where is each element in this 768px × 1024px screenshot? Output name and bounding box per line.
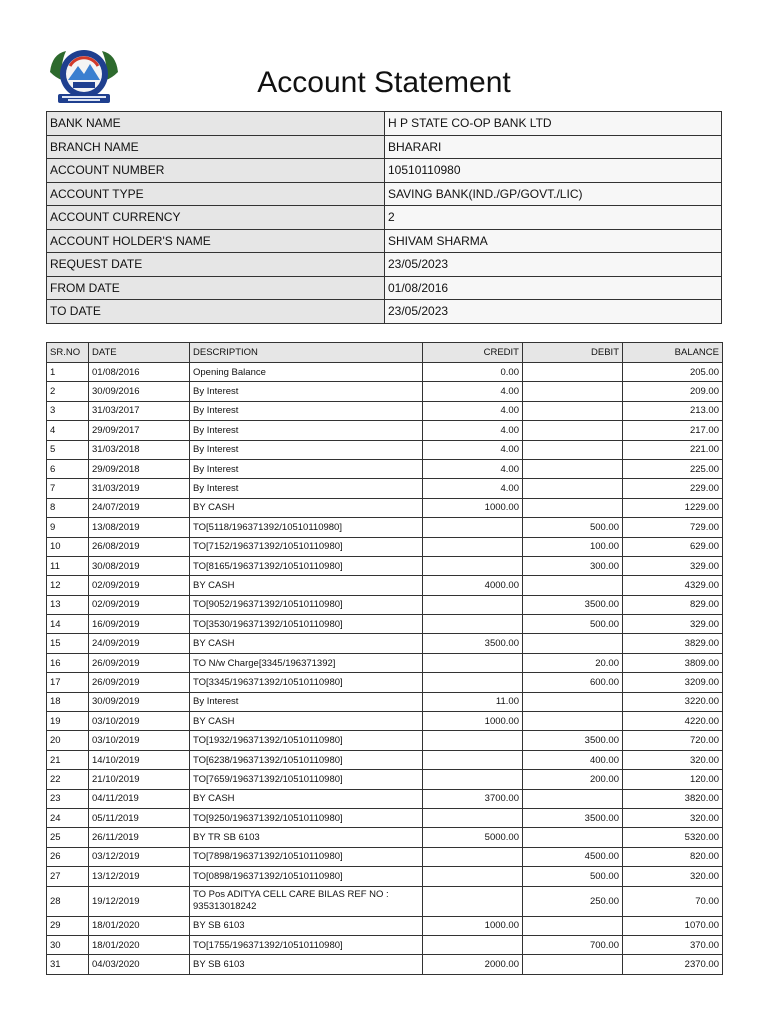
table-row — [47, 867, 723, 886]
column-header-date: DATE — [89, 343, 190, 363]
cell-sr-no: 12 — [47, 576, 89, 595]
cell-balance: 1229.00 — [623, 498, 723, 517]
account-info-row — [47, 135, 722, 159]
table-row — [47, 731, 723, 750]
cell-sr-no: 29 — [47, 916, 89, 935]
table-row — [47, 828, 723, 847]
table-row — [47, 401, 723, 420]
cell-credit — [423, 750, 523, 769]
cell-debit — [523, 712, 623, 731]
cell-debit — [523, 459, 623, 478]
table-header-row — [47, 343, 723, 363]
cell-credit — [423, 808, 523, 827]
cell-debit — [523, 363, 623, 382]
info-value: 23/05/2023 — [385, 300, 722, 324]
cell-description: TO N/w Charge[3345/196371392] — [190, 653, 423, 672]
account-info-row — [47, 229, 722, 253]
cell-debit — [523, 421, 623, 440]
cell-sr-no: 10 — [47, 537, 89, 556]
table-row — [47, 673, 723, 692]
cell-date: 13/12/2019 — [89, 867, 190, 886]
cell-credit — [423, 673, 523, 692]
cell-balance: 3820.00 — [623, 789, 723, 808]
cell-balance: 629.00 — [623, 537, 723, 556]
cell-description: By Interest — [190, 459, 423, 478]
cell-debit — [523, 916, 623, 935]
cell-credit: 0.00 — [423, 363, 523, 382]
table-row — [47, 886, 723, 916]
cell-debit — [523, 440, 623, 459]
account-info-row — [47, 182, 722, 206]
cell-description: BY CASH — [190, 576, 423, 595]
table-row — [47, 653, 723, 672]
cell-debit — [523, 498, 623, 517]
cell-sr-no: 30 — [47, 935, 89, 954]
cell-sr-no: 17 — [47, 673, 89, 692]
table-row — [47, 770, 723, 789]
column-header-credit: CREDIT — [423, 343, 523, 363]
cell-credit: 1000.00 — [423, 498, 523, 517]
transactions-table — [46, 342, 723, 975]
cell-date: 13/08/2019 — [89, 518, 190, 537]
cell-date: 26/11/2019 — [89, 828, 190, 847]
account-info-row — [47, 276, 722, 300]
cell-debit — [523, 692, 623, 711]
cell-balance: 320.00 — [623, 867, 723, 886]
cell-description: TO[1932/196371392/10510110980] — [190, 731, 423, 750]
page-title: Account Statement — [257, 66, 511, 99]
account-info-row — [47, 206, 722, 230]
cell-date: 14/10/2019 — [89, 750, 190, 769]
cell-sr-no: 19 — [47, 712, 89, 731]
cell-balance: 3829.00 — [623, 634, 723, 653]
cell-description: TO[1755/196371392/10510110980] — [190, 935, 423, 954]
cell-sr-no: 1 — [47, 363, 89, 382]
cell-balance: 329.00 — [623, 556, 723, 575]
cell-sr-no: 25 — [47, 828, 89, 847]
table-row — [47, 518, 723, 537]
cell-debit — [523, 382, 623, 401]
cell-date: 02/09/2019 — [89, 595, 190, 614]
cell-date: 29/09/2017 — [89, 421, 190, 440]
cell-description: TO[9052/196371392/10510110980] — [190, 595, 423, 614]
table-row — [47, 615, 723, 634]
table-row — [47, 750, 723, 769]
cell-description: TO[9250/196371392/10510110980] — [190, 808, 423, 827]
cell-credit: 4.00 — [423, 479, 523, 498]
cell-description: BY CASH — [190, 789, 423, 808]
cell-credit: 3500.00 — [423, 634, 523, 653]
cell-date: 30/08/2019 — [89, 556, 190, 575]
cell-balance: 217.00 — [623, 421, 723, 440]
cell-date: 01/08/2016 — [89, 363, 190, 382]
info-value: SAVING BANK(IND./GP/GOVT./LIC) — [385, 182, 722, 206]
cell-description: TO[0898/196371392/10510110980] — [190, 867, 423, 886]
cell-balance: 829.00 — [623, 595, 723, 614]
cell-balance: 3809.00 — [623, 653, 723, 672]
cell-balance: 229.00 — [623, 479, 723, 498]
cell-debit: 300.00 — [523, 556, 623, 575]
cell-sr-no: 26 — [47, 847, 89, 866]
cell-description: TO[7659/196371392/10510110980] — [190, 770, 423, 789]
column-header-sr-no: SR.NO — [47, 343, 89, 363]
cell-description: TO[8165/196371392/10510110980] — [190, 556, 423, 575]
cell-debit — [523, 955, 623, 974]
cell-credit: 4.00 — [423, 459, 523, 478]
cell-description: By Interest — [190, 692, 423, 711]
cell-balance: 329.00 — [623, 615, 723, 634]
cell-date: 21/10/2019 — [89, 770, 190, 789]
cell-sr-no: 14 — [47, 615, 89, 634]
table-row — [47, 498, 723, 517]
cell-description: By Interest — [190, 479, 423, 498]
account-info-row — [47, 253, 722, 277]
cell-debit: 500.00 — [523, 615, 623, 634]
cell-balance: 209.00 — [623, 382, 723, 401]
cell-credit — [423, 537, 523, 556]
cell-sr-no: 11 — [47, 556, 89, 575]
cell-debit — [523, 401, 623, 420]
table-row — [47, 955, 723, 974]
cell-date: 18/01/2020 — [89, 916, 190, 935]
cell-date: 18/01/2020 — [89, 935, 190, 954]
cell-balance: 3220.00 — [623, 692, 723, 711]
table-row — [47, 595, 723, 614]
info-label: ACCOUNT TYPE — [47, 182, 385, 206]
table-row — [47, 479, 723, 498]
cell-credit — [423, 556, 523, 575]
cell-date: 31/03/2018 — [89, 440, 190, 459]
cell-debit — [523, 479, 623, 498]
cell-balance: 2370.00 — [623, 955, 723, 974]
cell-date: 03/12/2019 — [89, 847, 190, 866]
cell-debit: 3500.00 — [523, 595, 623, 614]
cell-credit — [423, 886, 523, 916]
info-label: ACCOUNT CURRENCY — [47, 206, 385, 230]
column-header-debit: DEBIT — [523, 343, 623, 363]
info-label: ACCOUNT NUMBER — [47, 159, 385, 183]
cell-balance: 225.00 — [623, 459, 723, 478]
cell-description: Opening Balance — [190, 363, 423, 382]
cell-credit: 4000.00 — [423, 576, 523, 595]
cell-credit — [423, 847, 523, 866]
cell-description: By Interest — [190, 421, 423, 440]
cell-sr-no: 5 — [47, 440, 89, 459]
cell-credit — [423, 595, 523, 614]
cell-description: By Interest — [190, 382, 423, 401]
info-value: 01/08/2016 — [385, 276, 722, 300]
cell-date: 31/03/2017 — [89, 401, 190, 420]
cell-sr-no: 13 — [47, 595, 89, 614]
cell-description: BY TR SB 6103 — [190, 828, 423, 847]
cell-date: 30/09/2019 — [89, 692, 190, 711]
cell-credit: 2000.00 — [423, 955, 523, 974]
cell-debit: 250.00 — [523, 886, 623, 916]
cell-debit: 4500.00 — [523, 847, 623, 866]
cell-sr-no: 7 — [47, 479, 89, 498]
cell-credit: 11.00 — [423, 692, 523, 711]
cell-debit: 20.00 — [523, 653, 623, 672]
account-info-row — [47, 300, 722, 324]
cell-date: 19/12/2019 — [89, 886, 190, 916]
table-row — [47, 847, 723, 866]
cell-debit — [523, 789, 623, 808]
cell-date: 26/09/2019 — [89, 653, 190, 672]
cell-credit: 4.00 — [423, 401, 523, 420]
table-row — [47, 421, 723, 440]
cell-date: 26/09/2019 — [89, 673, 190, 692]
info-label: BANK NAME — [47, 112, 385, 136]
info-label: TO DATE — [47, 300, 385, 324]
info-label: FROM DATE — [47, 276, 385, 300]
info-value: 2 — [385, 206, 722, 230]
cell-sr-no: 23 — [47, 789, 89, 808]
account-info-table — [46, 111, 722, 324]
cell-date: 29/09/2018 — [89, 459, 190, 478]
cell-credit: 3700.00 — [423, 789, 523, 808]
column-header-description: DESCRIPTION — [190, 343, 423, 363]
cell-sr-no: 2 — [47, 382, 89, 401]
table-row — [47, 440, 723, 459]
cell-sr-no: 21 — [47, 750, 89, 769]
cell-date: 30/09/2016 — [89, 382, 190, 401]
cell-description: TO[7898/196371392/10510110980] — [190, 847, 423, 866]
cell-description: BY CASH — [190, 498, 423, 517]
cell-credit: 4.00 — [423, 382, 523, 401]
cell-sr-no: 15 — [47, 634, 89, 653]
table-row — [47, 789, 723, 808]
account-info-row — [47, 159, 722, 183]
cell-balance: 820.00 — [623, 847, 723, 866]
cell-credit: 4.00 — [423, 421, 523, 440]
cell-balance: 370.00 — [623, 935, 723, 954]
cell-date: 02/09/2019 — [89, 576, 190, 595]
account-info-row — [47, 112, 722, 136]
cell-description: TO[6238/196371392/10510110980] — [190, 750, 423, 769]
cell-balance: 5320.00 — [623, 828, 723, 847]
table-row — [47, 935, 723, 954]
cell-description: TO[3345/196371392/10510110980] — [190, 673, 423, 692]
cell-sr-no: 22 — [47, 770, 89, 789]
cell-credit — [423, 867, 523, 886]
table-row — [47, 537, 723, 556]
cell-sr-no: 31 — [47, 955, 89, 974]
cell-balance: 320.00 — [623, 808, 723, 827]
cell-debit: 400.00 — [523, 750, 623, 769]
table-row — [47, 712, 723, 731]
cell-date: 26/08/2019 — [89, 537, 190, 556]
cell-description: BY SB 6103 — [190, 955, 423, 974]
info-value: 10510110980 — [385, 159, 722, 183]
cell-date: 03/10/2019 — [89, 731, 190, 750]
cell-debit: 200.00 — [523, 770, 623, 789]
cell-credit: 4.00 — [423, 440, 523, 459]
cell-debit: 500.00 — [523, 518, 623, 537]
cell-balance: 205.00 — [623, 363, 723, 382]
cell-debit: 3500.00 — [523, 808, 623, 827]
table-row — [47, 382, 723, 401]
cell-sr-no: 8 — [47, 498, 89, 517]
cell-credit — [423, 770, 523, 789]
cell-credit — [423, 935, 523, 954]
cell-sr-no: 9 — [47, 518, 89, 537]
cell-debit: 100.00 — [523, 537, 623, 556]
cell-sr-no: 20 — [47, 731, 89, 750]
cell-credit — [423, 731, 523, 750]
table-row — [47, 459, 723, 478]
cell-balance: 720.00 — [623, 731, 723, 750]
cell-debit — [523, 576, 623, 595]
cell-balance: 120.00 — [623, 770, 723, 789]
cell-sr-no: 24 — [47, 808, 89, 827]
info-value: 23/05/2023 — [385, 253, 722, 277]
cell-credit: 1000.00 — [423, 916, 523, 935]
cell-date: 05/11/2019 — [89, 808, 190, 827]
cell-description: BY CASH — [190, 712, 423, 731]
info-label: REQUEST DATE — [47, 253, 385, 277]
cell-description: BY CASH — [190, 634, 423, 653]
cell-sr-no: 28 — [47, 886, 89, 916]
cell-description: TO[7152/196371392/10510110980] — [190, 537, 423, 556]
cell-debit: 3500.00 — [523, 731, 623, 750]
table-row — [47, 634, 723, 653]
cell-description: BY SB 6103 — [190, 916, 423, 935]
info-value: BHARARI — [385, 135, 722, 159]
cell-sr-no: 27 — [47, 867, 89, 886]
cell-sr-no: 18 — [47, 692, 89, 711]
cell-date: 24/07/2019 — [89, 498, 190, 517]
cell-description: By Interest — [190, 440, 423, 459]
cell-balance: 1070.00 — [623, 916, 723, 935]
info-label: BRANCH NAME — [47, 135, 385, 159]
cell-date: 16/09/2019 — [89, 615, 190, 634]
info-value: SHIVAM SHARMA — [385, 229, 722, 253]
cell-credit — [423, 615, 523, 634]
cell-balance: 729.00 — [623, 518, 723, 537]
cell-balance: 213.00 — [623, 401, 723, 420]
cell-credit: 5000.00 — [423, 828, 523, 847]
table-row — [47, 916, 723, 935]
cell-sr-no: 4 — [47, 421, 89, 440]
cell-balance: 4220.00 — [623, 712, 723, 731]
column-header-balance: BALANCE — [623, 343, 723, 363]
table-row — [47, 363, 723, 382]
cell-description: TO Pos ADITYA CELL CARE BILAS REF NO : 935313018242 — [190, 886, 423, 916]
cell-credit: 1000.00 — [423, 712, 523, 731]
cell-debit — [523, 634, 623, 653]
cell-date: 24/09/2019 — [89, 634, 190, 653]
table-row — [47, 808, 723, 827]
cell-date: 04/03/2020 — [89, 955, 190, 974]
cell-debit: 700.00 — [523, 935, 623, 954]
table-row — [47, 576, 723, 595]
cell-credit — [423, 653, 523, 672]
cell-sr-no: 6 — [47, 459, 89, 478]
cell-date: 03/10/2019 — [89, 712, 190, 731]
cell-description: By Interest — [190, 401, 423, 420]
info-value: H P STATE CO-OP BANK LTD — [385, 112, 722, 136]
table-row — [47, 692, 723, 711]
cell-balance: 221.00 — [623, 440, 723, 459]
table-row — [47, 556, 723, 575]
cell-debit: 600.00 — [523, 673, 623, 692]
cell-credit — [423, 518, 523, 537]
cell-date: 31/03/2019 — [89, 479, 190, 498]
cell-balance: 3209.00 — [623, 673, 723, 692]
cell-balance: 320.00 — [623, 750, 723, 769]
cell-debit — [523, 828, 623, 847]
cell-description: TO[3530/196371392/10510110980] — [190, 615, 423, 634]
info-label: ACCOUNT HOLDER'S NAME — [47, 229, 385, 253]
cell-balance: 4329.00 — [623, 576, 723, 595]
cell-date: 04/11/2019 — [89, 789, 190, 808]
cell-balance: 70.00 — [623, 886, 723, 916]
cell-sr-no: 3 — [47, 401, 89, 420]
cell-sr-no: 16 — [47, 653, 89, 672]
cell-debit: 500.00 — [523, 867, 623, 886]
cell-description: TO[5118/196371392/10510110980] — [190, 518, 423, 537]
